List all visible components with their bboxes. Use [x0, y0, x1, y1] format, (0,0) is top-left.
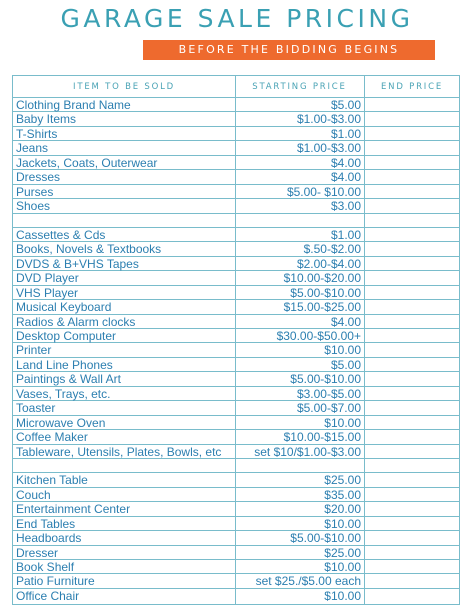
table-row — [13, 445, 459, 459]
table-row — [13, 170, 459, 184]
table-row — [13, 242, 459, 256]
table-row — [13, 156, 459, 170]
table-row — [13, 372, 459, 386]
starting-price: $10.00 — [324, 588, 361, 603]
starting-price: $4.00 — [330, 155, 361, 170]
table-row — [13, 286, 459, 300]
starting-price: $15.00-$25.00 — [283, 300, 361, 315]
table-row — [13, 343, 459, 357]
starting-price: $25.00 — [324, 473, 361, 488]
item-name: DVDS & B+VHS Tapes — [16, 256, 139, 271]
item-name: DVD Player — [16, 271, 79, 286]
table-row — [13, 589, 459, 603]
table-row — [13, 502, 459, 516]
starting-price: $1.00-$3.00 — [296, 112, 361, 127]
item-name: Entertainment Center — [16, 502, 131, 517]
item-name: Kitchen Table — [16, 473, 88, 488]
subtitle-banner: BEFORE THE BIDDING BEGINS — [143, 40, 435, 60]
starting-price: $5.00-$10.00 — [290, 531, 361, 546]
item-name: Shoes — [16, 199, 51, 214]
starting-price: $5.00 — [330, 98, 361, 112]
item-name: Baby Items — [16, 112, 77, 127]
table-row — [13, 387, 459, 401]
item-name: Dresser — [16, 545, 59, 560]
starting-price: $4.00 — [330, 170, 361, 185]
item-name: VHS Player — [16, 285, 79, 300]
table-row — [13, 560, 459, 574]
table-row — [13, 473, 459, 487]
item-name: Microwave Oven — [16, 415, 106, 430]
item-name: Toaster — [16, 401, 56, 416]
item-name: Land Line Phones — [16, 357, 113, 372]
item-name: Office Chair — [16, 588, 80, 603]
starting-price: $20.00 — [324, 502, 361, 517]
starting-price: $10.00 — [324, 560, 361, 574]
starting-price: $1.00-$3.00 — [296, 141, 361, 156]
table-row — [13, 459, 459, 473]
item-name: Dresses — [16, 170, 61, 185]
table-row — [13, 300, 459, 314]
item-name: Tableware, Utensils, Plates, Bowls, etc — [16, 444, 222, 459]
table-row — [13, 531, 459, 545]
table-row — [13, 488, 459, 502]
item-name: Book Shelf — [16, 560, 75, 574]
starting-price: $5.00-$10.00 — [290, 372, 361, 387]
table-header — [13, 76, 459, 98]
starting-price: $5.00-$7.00 — [296, 401, 361, 416]
table-row — [13, 401, 459, 415]
starting-price: $1.00 — [330, 126, 361, 141]
starting-price: $35.00 — [324, 487, 361, 502]
starting-price: $.50-$2.00 — [303, 242, 361, 257]
item-name: Vases, Trays, etc. — [16, 386, 111, 401]
table-row — [13, 546, 459, 560]
table-row — [13, 358, 459, 372]
item-name: End Tables — [16, 516, 76, 531]
item-name: Clothing Brand Name — [16, 98, 131, 112]
item-name: Jackets, Coats, Outerwear — [16, 155, 158, 170]
item-name: Couch — [16, 487, 51, 502]
item-name: Purses — [16, 184, 54, 199]
table-row — [13, 98, 459, 112]
table-row — [13, 430, 459, 444]
starting-price: $10.00 — [324, 516, 361, 531]
item-name: T-Shirts — [16, 126, 58, 141]
table-row — [13, 141, 459, 155]
pricing-table — [12, 75, 460, 605]
starting-price: $3.00 — [330, 199, 361, 214]
item-name: Desktop Computer — [16, 329, 117, 343]
header-starting-price: STARTING PRICE — [252, 82, 347, 92]
item-name: Coffee Maker — [16, 430, 88, 445]
starting-price: $1.00 — [330, 227, 361, 242]
table-row — [13, 127, 459, 141]
table-row — [13, 329, 459, 343]
table-body — [13, 98, 459, 603]
item-name: Books, Novels & Textbooks — [16, 242, 162, 257]
table-row — [13, 214, 459, 228]
page-title: GARAGE SALE PRICING — [60, 4, 414, 33]
starting-price: $10.00 — [324, 343, 361, 358]
item-name: Printer — [16, 343, 52, 358]
table-row — [13, 271, 459, 285]
table-row — [13, 315, 459, 329]
starting-price: $4.00 — [330, 314, 361, 329]
starting-price: $10.00-$20.00 — [283, 271, 361, 286]
table-row — [13, 517, 459, 531]
starting-price: $10.00 — [324, 415, 361, 430]
item-name: Paintings & Wall Art — [16, 372, 121, 387]
starting-price: $5.00 — [330, 357, 361, 372]
table-row — [13, 416, 459, 430]
item-name: Cassettes & Cds — [16, 227, 106, 242]
starting-price: $25.00 — [324, 545, 361, 560]
starting-price: $30.00-$50.00+ — [276, 329, 361, 343]
item-name: Radios & Alarm clocks — [16, 314, 136, 329]
table-row — [13, 185, 459, 199]
table-row — [13, 112, 459, 126]
table-row — [13, 228, 459, 242]
starting-price: $3.00-$5.00 — [296, 386, 361, 401]
item-name: Musical Keyboard — [16, 300, 112, 315]
starting-price: $5.00-$10.00 — [290, 285, 361, 300]
header-item: ITEM TO BE SOLD — [73, 82, 175, 92]
starting-price: $10.00-$15.00 — [283, 430, 361, 445]
item-name: Jeans — [16, 141, 49, 156]
item-name: Patio Furniture — [16, 574, 95, 589]
starting-price: $5.00- $10.00 — [286, 184, 361, 199]
table-row — [13, 574, 459, 588]
starting-price: set $10/$1.00-$3.00 — [254, 444, 361, 459]
starting-price: $2.00-$4.00 — [296, 256, 361, 271]
starting-price: set $25./$5.00 each — [255, 574, 361, 589]
table-row — [13, 257, 459, 271]
table-row — [13, 199, 459, 213]
header-end-price: END PRICE — [380, 82, 444, 92]
item-name: Headboards — [16, 531, 82, 546]
